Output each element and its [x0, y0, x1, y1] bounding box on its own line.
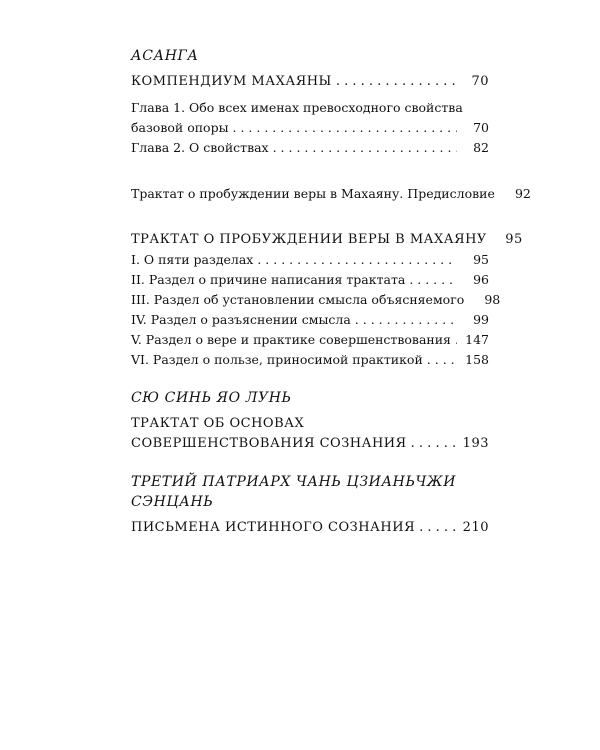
toc-entry-treatise [131, 230, 523, 250]
dot-leader [233, 118, 457, 138]
toc-entry-title: ПИСЬМЕНА ИСТИННОГО СОЗНАНИЯ [131, 520, 416, 535]
toc-entry-page: 147 [465, 332, 489, 347]
author-heading-sengcan: ТРЕТИЙ ПАТРИАРХ ЧАНЬ ЦЗИАНЬЧЖИ СЭНЦАНЬ [131, 474, 457, 510]
toc-entry-title: VI. Раздел о пользе, приносимой практикой [131, 352, 423, 367]
toc-entry-page: 96 [473, 272, 489, 287]
toc-entry-page: 99 [473, 312, 489, 327]
toc-entry-page: 210 [462, 520, 489, 535]
toc-entry-chapter1 [131, 118, 489, 138]
toc-entry-compendium [131, 72, 489, 92]
toc-entry-page: 95 [505, 232, 523, 247]
toc-entry-page: 70 [471, 74, 489, 89]
dot-leader [273, 138, 457, 158]
toc-entry-chapter1-line1: Глава 1. Обо всех именах превосходного свойства [131, 100, 463, 115]
dot-leader [419, 518, 455, 538]
toc-entry-foundations-line1: ТРАКТАТ ОБ ОСНОВАХ [131, 416, 305, 431]
toc-entry-title: КОМПЕНДИУМ МАХАЯНЫ [131, 74, 332, 89]
dot-leader [427, 350, 457, 370]
dot-leader [257, 250, 457, 270]
dot-leader [409, 270, 457, 290]
toc-entry-title: III. Раздел об установлении смысла объясняемого [131, 292, 465, 307]
toc-entry-page: 95 [473, 252, 489, 267]
toc-entry-title: СОВЕРШЕНСТВОВАНИЯ СОЗНАНИЯ [131, 436, 407, 451]
author-heading-asanga: АСАНГА [131, 48, 199, 64]
toc-entry-title: Глава 2. О свойствах [131, 140, 269, 155]
toc-entry-section-5 [131, 330, 489, 350]
toc-entry-section-1 [131, 250, 489, 270]
toc-entry-title: IV. Раздел о разъяснении смысла [131, 312, 351, 327]
toc-entry-writings [131, 518, 489, 538]
toc-entry-title: ТРАКТАТ О ПРОБУЖДЕНИИ ВЕРЫ В МАХАЯНУ [131, 232, 487, 247]
toc-entry-section-6 [131, 350, 489, 370]
toc-entry-title: базовой опоры [131, 120, 229, 135]
toc-entry-title: II. Раздел о причине написания трактата [131, 272, 406, 287]
toc-entry-foundations [131, 434, 489, 454]
toc-entry-page: 158 [465, 352, 489, 367]
table-of-contents [131, 46, 531, 538]
dot-leader [411, 434, 455, 454]
toc-entry-page: 82 [473, 140, 489, 155]
toc-entry-section-4 [131, 310, 489, 330]
dot-leader [455, 330, 457, 350]
toc-entry-chapter2 [131, 138, 489, 158]
toc-entry-page: 193 [462, 436, 489, 451]
toc-entry-title: V. Раздел о вере и практике совершенствования [131, 332, 451, 347]
toc-entry-title: I. О пяти разделах [131, 252, 254, 267]
toc-entry-page: 70 [473, 120, 489, 135]
toc-entry-title: Трактат о пробуждении веры в Махаяну. Предисловие [131, 186, 495, 201]
author-heading-xiuxin: СЮ СИНЬ ЯО ЛУНЬ [131, 390, 292, 406]
toc-entry-preface [131, 184, 531, 204]
toc-entry-section-2 [131, 270, 489, 290]
dot-leader [355, 310, 457, 330]
toc-entry-section-3 [131, 290, 501, 310]
toc-entry-page: 92 [514, 186, 531, 201]
toc-entry-page: 98 [484, 292, 501, 307]
dot-leader [336, 72, 457, 92]
